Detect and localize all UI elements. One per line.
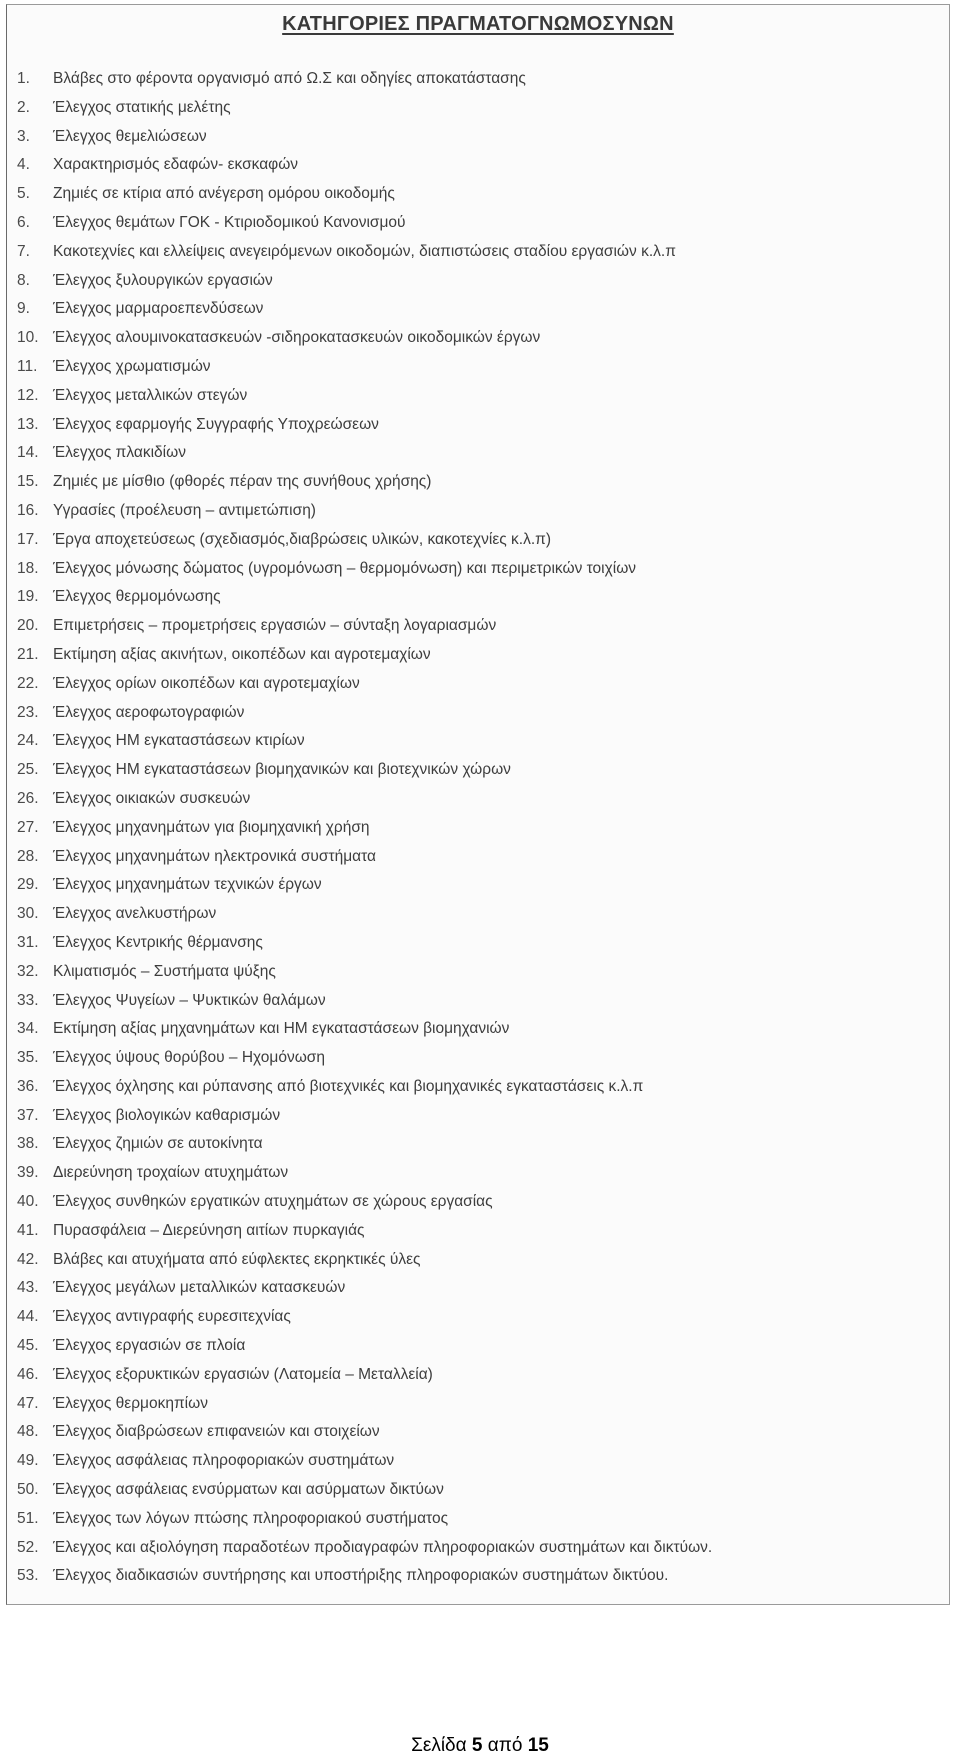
list-item <box>17 1246 937 1275</box>
item-text: Έλεγχος ζημιών σε αυτοκίνητα <box>53 1135 263 1153</box>
item-number: 30. <box>17 905 39 923</box>
list-item <box>17 1303 937 1332</box>
list-item <box>17 987 937 1016</box>
list-item <box>17 411 937 440</box>
list-item <box>17 353 937 382</box>
item-text: Εκτίμηση αξίας μηχανημάτων και ΗΜ εγκαταστάσεων βιομηχανιών <box>53 1020 510 1038</box>
list-item <box>17 843 937 872</box>
item-number: 27. <box>17 818 39 836</box>
item-text: Έλεγχος αντιγραφής ευρεσιτεχνίας <box>53 1308 291 1326</box>
list-item <box>17 641 937 670</box>
item-number: 4. <box>17 156 30 174</box>
list-item <box>17 670 937 699</box>
list-item <box>17 929 937 958</box>
list-item <box>17 123 937 152</box>
item-number: 49. <box>17 1452 39 1470</box>
item-text: Έλεγχος Κεντρικής θέρμανσης <box>53 933 263 951</box>
item-number: 31. <box>17 933 39 951</box>
current-page-number: 5 <box>471 1735 483 1756</box>
list-item <box>17 497 937 526</box>
list-item <box>17 382 937 411</box>
document-title-text: ΚΑΤΗΓΟΡΙΕΣ ΠΡΑΓΜΑΤΟΓΝΩΜΟΣΥΝΩΝ <box>282 13 674 35</box>
item-text: Έλεγχος εξορυκτικών εργασιών (Λατομεία – Μεταλλεία) <box>53 1365 433 1383</box>
item-number: 9. <box>17 300 30 318</box>
item-number: 3. <box>17 127 30 145</box>
item-number: 29. <box>17 876 39 894</box>
page-label: Σελίδα <box>411 1735 467 1756</box>
item-number: 22. <box>17 674 39 692</box>
item-number: 44. <box>17 1308 39 1326</box>
item-text: Διερεύνηση τροχαίων ατυχημάτων <box>53 1164 289 1182</box>
item-number: 41. <box>17 1221 39 1239</box>
list-item <box>17 555 937 584</box>
item-number: 26. <box>17 789 39 807</box>
list-item <box>17 324 937 353</box>
item-text: Έλεγχος εφαρμογής Συγγραφής Υποχρεώσεων <box>53 415 379 433</box>
item-text: Έργα αποχετεύσεως (σχεδιασμός,διαβρώσεις υλικών, κακοτεχνίες κ.λ.π) <box>53 530 551 548</box>
item-number: 38. <box>17 1135 39 1153</box>
item-text: Έλεγχος ανελκυστήρων <box>53 905 217 923</box>
item-number: 14. <box>17 444 39 462</box>
list-item <box>17 1015 937 1044</box>
item-text: Έλεγχος ασφάλειας πληροφοριακών συστημάτων <box>53 1452 395 1470</box>
item-number: 39. <box>17 1164 39 1182</box>
item-number: 21. <box>17 645 39 663</box>
item-text: Ζημιές με μίσθιο (φθορές πέραν της συνήθους χρήσης) <box>53 473 432 491</box>
list-item <box>17 1562 937 1591</box>
item-text: Κλιματισμός – Συστήματα ψύξης <box>53 962 276 980</box>
list-item <box>17 1188 937 1217</box>
item-number: 24. <box>17 732 39 750</box>
item-text: Υγρασίες (προέλευση – αντιμετώπιση) <box>53 501 316 519</box>
list-item <box>17 1418 937 1447</box>
item-number: 6. <box>17 213 30 231</box>
item-text: Έλεγχος και αξιολόγηση παραδοτέων προδιαγραφών πληροφοριακών συστημάτων και δικτύων. <box>53 1538 713 1556</box>
item-text: Έλεγχος διαβρώσεων επιφανειών και στοιχείων <box>53 1423 380 1441</box>
item-text: Έλεγχος μαρμαροεπενδύσεων <box>53 300 264 318</box>
list-item <box>17 785 937 814</box>
item-text: Έλεγχος Ψυγείων – Ψυκτικών θαλάμων <box>53 991 326 1009</box>
item-number: 2. <box>17 98 30 116</box>
item-number: 19. <box>17 588 39 606</box>
item-number: 18. <box>17 559 39 577</box>
list-item <box>17 238 937 267</box>
item-number: 10. <box>17 329 39 347</box>
list-item <box>17 295 937 324</box>
item-text: Έλεγχος οικιακών συσκευών <box>53 789 251 807</box>
item-text: Έλεγχος αεροφωτογραφιών <box>53 703 245 721</box>
item-number: 25. <box>17 761 39 779</box>
item-number: 15. <box>17 473 39 491</box>
scanned-page <box>6 4 950 1605</box>
item-number: 16. <box>17 501 39 519</box>
list-item <box>17 94 937 123</box>
item-number: 5. <box>17 185 30 203</box>
list-item <box>17 871 937 900</box>
item-number: 1. <box>17 70 30 87</box>
item-number: 51. <box>17 1509 39 1527</box>
item-text: Βλάβες και ατυχήματα από εύφλεκτες εκρηκτικές ύλες <box>53 1250 421 1268</box>
item-text: Έλεγχος μηχανημάτων τεχνικών έργων <box>53 876 322 894</box>
list-item <box>17 439 937 468</box>
item-text: Έλεγχος ΗΜ εγκαταστάσεων βιομηχανικών και βιοτεχνικών χώρων <box>53 761 511 779</box>
list-item <box>17 180 937 209</box>
item-text: Έλεγχος ορίων οικοπέδων και αγροτεμαχίων <box>53 674 360 692</box>
item-number: 52. <box>17 1538 39 1556</box>
list-item <box>17 468 937 497</box>
item-number: 28. <box>17 847 39 865</box>
item-number: 42. <box>17 1250 39 1268</box>
item-text: Έλεγχος θερμοκηπίων <box>53 1394 208 1412</box>
item-text: Έλεγχος μηχανημάτων για βιομηχανική χρήση <box>53 818 370 836</box>
item-text: Έλεγχος μόνωσης δώματος (υγρομόνωση – θερμομόνωση) και περιμετρικών τοιχίων <box>53 559 637 577</box>
item-text: Έλεγχος όχλησης και ρύπανσης από βιοτεχνικές και βιομηχανικές εγκαταστάσεις κ.λ.π <box>53 1077 644 1095</box>
item-text: Επιμετρήσεις – προμετρήσεις εργασιών – σύνταξη λογαριασμών <box>53 617 497 635</box>
item-number: 37. <box>17 1106 39 1124</box>
list-item <box>17 1534 937 1563</box>
item-number: 12. <box>17 386 39 404</box>
list-item <box>17 1159 937 1188</box>
list-item <box>17 267 937 296</box>
list-item <box>17 1476 937 1505</box>
item-number: 23. <box>17 703 39 721</box>
list-item <box>17 1361 937 1390</box>
item-text: Κακοτεχνίες και ελλείψεις ανεγειρόμενων οικοδομών, διαπιστώσεις σταδίου εργασιών κ.λ.π <box>53 242 676 260</box>
list-item <box>17 1505 937 1534</box>
item-text: Πυρασφάλεια – Διερεύνηση αιτίων πυρκαγιάς <box>53 1221 365 1239</box>
list-item <box>17 209 937 238</box>
item-text: Έλεγχος βιολογικών καθαρισμών <box>53 1106 281 1124</box>
document-title <box>7 13 949 36</box>
item-number: 13. <box>17 415 39 433</box>
item-number: 40. <box>17 1193 39 1211</box>
list-item <box>17 699 937 728</box>
item-text: Έλεγχος μεγάλων μεταλλικών κατασκευών <box>53 1279 346 1297</box>
item-text: Βλάβες στο φέροντα οργανισμό από Ω.Σ και οδηγίες αποκατάστασης <box>53 70 526 87</box>
item-text: Εκτίμηση αξίας ακινήτων, οικοπέδων και αγροτεμαχίων <box>53 645 431 663</box>
item-number: 32. <box>17 962 39 980</box>
item-number: 34. <box>17 1020 39 1038</box>
item-text: Έλεγχος θεμάτων ΓΟΚ - Κτιριοδομικού Κανονισμού <box>53 213 406 231</box>
page-separator: από <box>487 1735 523 1756</box>
item-text: Έλεγχος στατικής μελέτης <box>53 98 231 116</box>
item-text: Έλεγχος μηχανημάτων ηλεκτρονικά συστήματα <box>53 847 376 865</box>
list-item <box>17 583 937 612</box>
total-pages-number: 15 <box>527 1735 549 1756</box>
item-number: 48. <box>17 1423 39 1441</box>
list-item <box>17 727 937 756</box>
category-list <box>17 65 937 1591</box>
item-text: Έλεγχος πλακιδίων <box>53 444 186 462</box>
item-text: Έλεγχος ξυλουργικών εργασιών <box>53 271 273 289</box>
item-text: Χαρακτηρισμός εδαφών- εκσκαφών <box>53 156 299 174</box>
item-number: 20. <box>17 617 39 635</box>
list-item <box>17 1044 937 1073</box>
item-number: 7. <box>17 242 30 260</box>
item-text: Έλεγχος συνθηκών εργατικών ατυχημάτων σε χώρους εργασίας <box>53 1193 493 1211</box>
list-item <box>17 814 937 843</box>
list-item <box>17 900 937 929</box>
item-number: 36. <box>17 1077 39 1095</box>
item-text: Έλεγχος θερμομόνωσης <box>53 588 221 606</box>
item-text: Έλεγχος θεμελιώσεων <box>53 127 207 145</box>
list-item <box>17 1332 937 1361</box>
list-item <box>17 612 937 641</box>
item-text: Έλεγχος αλουμινοκατασκευών -σιδηροκατασκευών οικοδομικών έργων <box>53 329 541 347</box>
item-text: Έλεγχος ασφάλειας ενσύρματων και ασύρματων δικτύων <box>53 1481 444 1499</box>
list-item <box>17 1447 937 1476</box>
list-item <box>17 1073 937 1102</box>
item-number: 35. <box>17 1049 39 1067</box>
list-item <box>17 1102 937 1131</box>
item-text: Έλεγχος των λόγων πτώσης πληροφοριακού συστήματος <box>53 1509 449 1527</box>
list-item <box>17 151 937 180</box>
item-number: 8. <box>17 271 30 289</box>
item-number: 43. <box>17 1279 39 1297</box>
item-text: Έλεγχος ύψους θορύβου – Ηχομόνωση <box>53 1049 325 1067</box>
list-item <box>17 65 937 94</box>
item-number: 53. <box>17 1567 39 1585</box>
item-text: Έλεγχος μεταλλικών στεγών <box>53 386 248 404</box>
list-item <box>17 756 937 785</box>
item-number: 47. <box>17 1394 39 1412</box>
item-number: 11. <box>17 357 38 375</box>
item-number: 46. <box>17 1365 39 1383</box>
item-text: Έλεγχος διαδικασιών συντήρησης και υποστήριξης πληροφοριακών συστημάτων δικτύου. <box>53 1567 669 1585</box>
item-text: Ζημιές σε κτίρια από ανέγερση ομόρου οικοδομής <box>53 185 395 203</box>
list-item <box>17 958 937 987</box>
item-text: Έλεγχος ΗΜ εγκαταστάσεων κτιρίων <box>53 732 305 750</box>
list-item <box>17 1274 937 1303</box>
page-footer <box>0 1735 960 1757</box>
item-number: 45. <box>17 1337 39 1355</box>
list-item <box>17 1217 937 1246</box>
list-item <box>17 526 937 555</box>
item-text: Έλεγχος χρωματισμών <box>53 357 211 375</box>
item-number: 50. <box>17 1481 39 1499</box>
list-item <box>17 1390 937 1419</box>
item-number: 17. <box>17 530 39 548</box>
item-number: 33. <box>17 991 39 1009</box>
list-item <box>17 1130 937 1159</box>
item-text: Έλεγχος εργασιών σε πλοία <box>53 1337 246 1355</box>
